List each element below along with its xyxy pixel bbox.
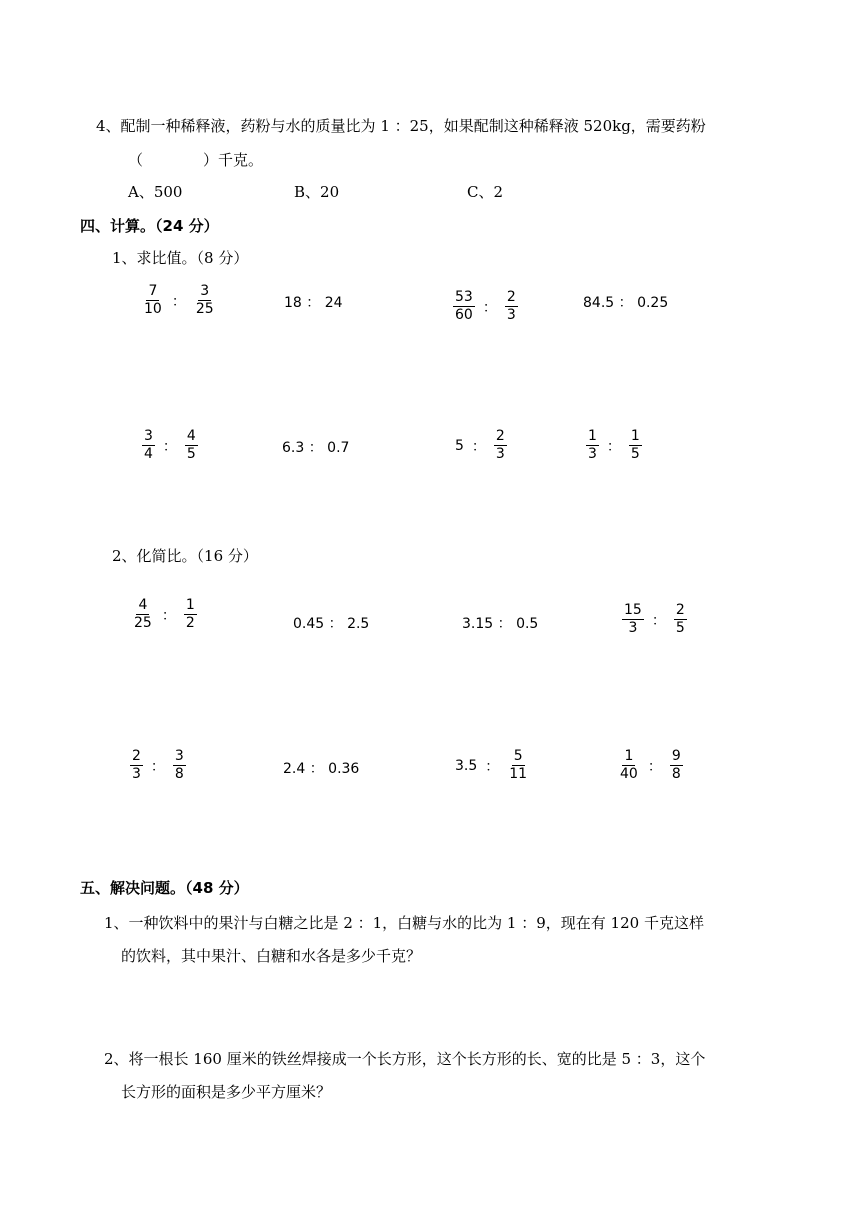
problem-1-line-1: 1、一种饮料中的果汁与白糖之比是 2 ：1，白糖与水的比为 1 ：9，现在有 120 千克这样 bbox=[104, 914, 704, 932]
fraction: $\frac{2}{3}$ bbox=[506, 289, 516, 323]
expr-r3-c1: $\frac{4}{25}$ ： $\frac{1}{2}$ bbox=[134, 597, 195, 631]
option-b: B、20 bbox=[294, 183, 340, 201]
expr-r3-c4: $\frac{15}{3}$ ： $\frac{2}{5}$ bbox=[624, 602, 685, 636]
expr-r1-c1: $\frac{7}{10}$ ： $\frac{3}{25}$ bbox=[144, 283, 214, 317]
option-c: C、2 bbox=[467, 183, 504, 201]
question-4-line-2: （ ）千克。 bbox=[128, 151, 264, 169]
expr-r1-c3: $\frac{53}{60}$ ： $\frac{2}{3}$ bbox=[455, 289, 516, 323]
fraction: $\frac{2}{3}$ bbox=[132, 748, 141, 782]
fraction: $\frac{53}{60}$ bbox=[455, 289, 473, 323]
fraction: $\frac{1}{2}$ bbox=[185, 597, 195, 631]
expr-r3-c2: 0.45 ： 2.5 bbox=[293, 616, 370, 632]
fraction: $\frac{3}{25}$ bbox=[195, 283, 214, 317]
problem-2-line-1: 2、将一根长 160 厘米的铁丝焊接成一个长方形，这个长方形的长、宽的比是 5 ：3，这个 bbox=[104, 1050, 706, 1068]
expr-r2-c1: $\frac{3}{4}$ ： $\frac{4}{5}$ bbox=[144, 428, 196, 462]
fraction: $\frac{1}{40}$ bbox=[620, 748, 638, 782]
expr-r4-c2: 2.4 ： 0.36 bbox=[283, 761, 360, 777]
problem-2-line-2: 长方形的面积是多少平方厘米？ bbox=[121, 1083, 332, 1101]
fraction: $\frac{4}{25}$ bbox=[134, 597, 152, 631]
fraction: $\frac{1}{5}$ bbox=[630, 428, 640, 462]
expr-r2-c4: $\frac{1}{3}$ ： $\frac{1}{5}$ bbox=[588, 428, 640, 462]
problem-1-line-2: 的饮料，其中果汁、白糖和水各是多少千克？ bbox=[121, 947, 422, 965]
expr-r3-c3: 3.15 ： 0.5 bbox=[462, 616, 539, 632]
section-4-sub-2: 2、化简比。（16 分） bbox=[112, 547, 258, 565]
fraction: $\frac{5}{11}$ bbox=[509, 748, 528, 782]
fraction: $\frac{4}{5}$ bbox=[186, 428, 196, 462]
fraction: $\frac{2}{3}$ bbox=[495, 428, 505, 462]
expr-r2-c3: 5 ： $\frac{2}{3}$ bbox=[455, 428, 505, 462]
expr-r1-c2: 18 ： 24 bbox=[284, 295, 343, 311]
expr-r4-c1: $\frac{2}{3}$ ： $\frac{3}{8}$ bbox=[132, 748, 184, 782]
expr-r4-c4: $\frac{1}{40}$ ： $\frac{9}{8}$ bbox=[620, 748, 681, 782]
question-4-line-1: 4、配制一种稀释液，药粉与水的质量比为 1 ：25，如果配制这种稀释液 520kg，需要药粉 bbox=[96, 117, 706, 135]
expr-r2-c2: 6.3 ： 0.7 bbox=[282, 440, 350, 456]
fraction: $\frac{1}{3}$ bbox=[588, 428, 597, 462]
option-a: A、500 bbox=[128, 183, 183, 201]
section-4-sub-1: 1、求比值。（8 分） bbox=[112, 249, 249, 267]
fraction: $\frac{15}{3}$ bbox=[624, 602, 642, 636]
expr-r1-c4: 84.5 ： 0.25 bbox=[583, 295, 669, 311]
fraction: $\frac{3}{4}$ bbox=[144, 428, 153, 462]
section-4-title: 四、计算。（24 分） bbox=[80, 217, 219, 235]
fraction: $\frac{7}{10}$ bbox=[144, 283, 162, 317]
fraction: $\frac{9}{8}$ bbox=[671, 748, 681, 782]
fraction: $\frac{2}{5}$ bbox=[675, 602, 685, 636]
section-5-title: 五、解决问题。（48 分） bbox=[80, 879, 249, 897]
fraction: $\frac{3}{8}$ bbox=[174, 748, 184, 782]
expr-r4-c3: 3.5 ： $\frac{5}{11}$ bbox=[455, 748, 528, 782]
